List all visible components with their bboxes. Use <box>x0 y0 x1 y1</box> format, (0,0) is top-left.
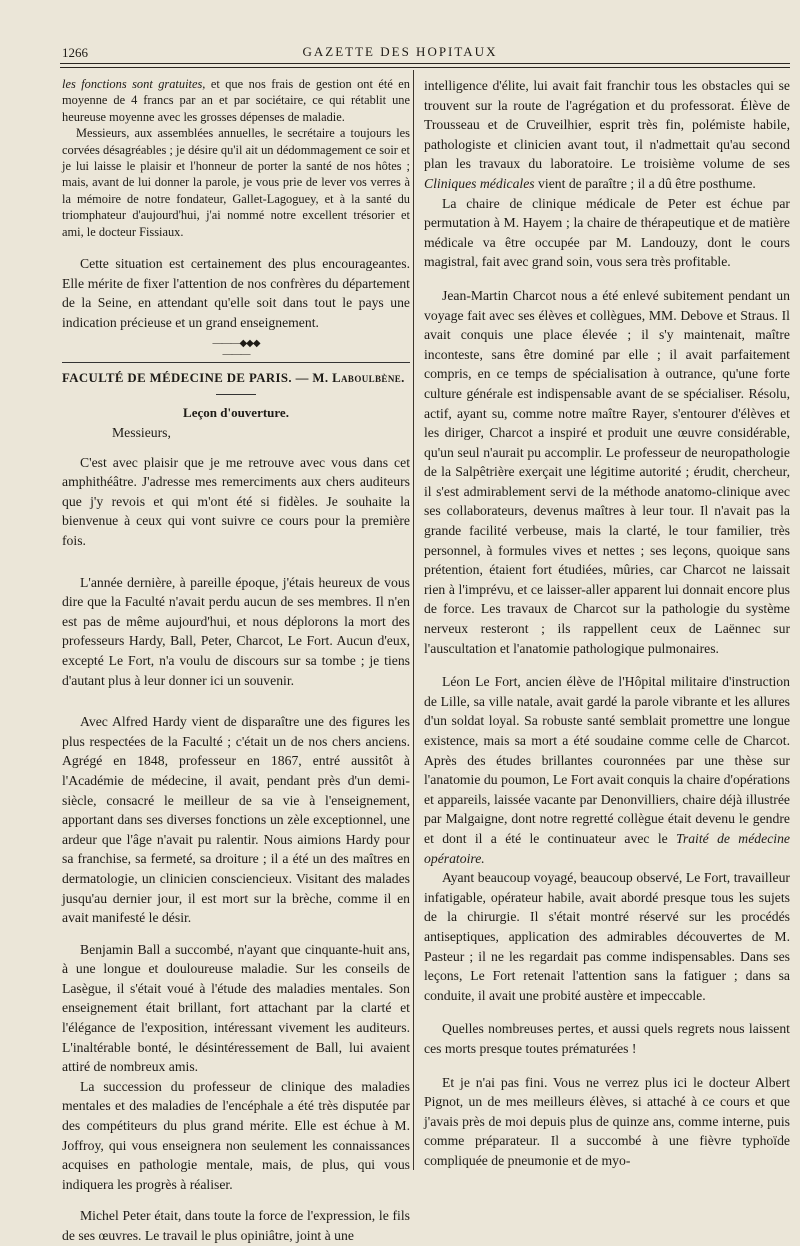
header-rule-top <box>60 63 790 64</box>
paragraph <box>424 76 790 194</box>
intro-paragraph-2: Messieurs, aux assemblées annuelles, le secrétaire a toujours les corvées désagréables ; je désire qu'il ait un dédommagement ce soir et je lui laisse le plaisir et l'honneur de porter la santé de nos hôtes ; mais, avant de lui donner la parole, je vous prie de lever vos verres à la mémoire de notre fondateur, Gallet-Lagoguey, et à la santé du triomphateur d'aujourd'hui, j'ai nommé notre excellent trésorier et ami, le docteur Fissiaux. <box>62 126 410 239</box>
book-title: Cliniques médicales <box>424 175 535 191</box>
paragraph-text: vient de paraître ; il a dû être posthume. <box>534 175 756 191</box>
intro-paragraph-1 <box>62 76 410 125</box>
faculty-author: Laboulbène. <box>332 371 405 386</box>
paragraph-text: intelligence d'élite, lui avait fait franchir tous les obstacles qui se trouvent sur la route de l'agrégation et du professorat. Élève de Trousseau et de Cruveilhier, esprit très fin, polémiste habile, pathologiste et clinicien avant tout, il n'admettait qu'au second plan les travaux du laboratoire. Le troisième volume de ses <box>424 78 790 172</box>
salutation: Messieurs, <box>112 425 171 441</box>
left-column <box>62 76 410 1246</box>
paragraph: L'année dernière, à pareille époque, j'étais heureux de vous dire que la Faculté n'avait perdu aucun de ses membres. Il n'en est pas de même aujourd'hui, et nous déplorons la mort des professeurs Hardy, Ball, Peter, Charcot, Le Fort. Aucun d'eux, excepté Le Fort, n'a voulu de discours sur sa tombe ; je tiens d'autant plus à leur donner ici un souvenir. <box>62 574 410 688</box>
intro-italic-phrase: les fonctions sont gratuites, <box>62 77 206 91</box>
right-column <box>424 76 790 1170</box>
paragraph: C'est avec plaisir que je me retrouve avec vous dans cet amphithéâtre. J'adresse mes remerciments aux chers auditeurs que j'y revois et qui m'ont été si fidèles. Je souhaite la bienvenue à ceux qui vont suivre ce cours pour la première fois. <box>62 454 410 548</box>
paragraph: Et je n'ai pas fini. Vous ne verrez plus ici le docteur Albert Pignot, un de mes meilleurs élèves, si attaché à ce cours et que j'avais près de moi depuis plus de quinze ans, comme interne, puis comme préparateur. Il a succombé à une fièvre typhoïde compliquée de pneumonie et de myo- <box>424 1074 790 1168</box>
paragraph: Avec Alfred Hardy vient de disparaître une des figures les plus respectées de la Faculté ; c'était un de nos chers anciens. Agrégé en 1848, professeur en 1867, entré aussitôt à l'Académie de médecine, il avait, pendant près d'un demi-siècle, consacré le meilleur de sa vie à l'enseignement, apportant dans ses diverses fonctions un zèle exceptionnel, une ardeur que l'âge n'avait pu ralentir. Nous aimions Hardy pour sa franchise, sa fermeté, sa droiture ; il a été un des maîtres en dermatologie, un clinicien consciencieux. Visitant des malades jusqu'au dernier jour, il est mort sur la brèche, comme il en avait manifesté le désir. <box>62 714 410 926</box>
faculty-heading <box>62 371 410 386</box>
column-divider <box>413 70 414 1170</box>
paragraph-text: Léon Le Fort, ancien élève de l'Hôpital militaire d'instruction de Lille, sa ville natale, avait gardé la parole vibrante et les allures d'un soldat loyal. Sa robuste santé semblait promettre une longue existence, mais sa mort a été soudaine comme celle de Charcot. Après des études brillantes couronnées par une thèse sur l'anatomie du poumon, Le Fort avait conquis la chaire d'opérations et appareils, laissée vacante par Denonvilliers, chaire déjà illustrée par Malgaigne, dont notre regretté collègue était devenu le gendre et dont il a été le continuateur avec le <box>424 674 790 846</box>
ornament-divider: ———◆◆◆——— <box>212 338 260 361</box>
paragraph: Jean-Martin Charcot nous a été enlevé subitement pendant un voyage fait avec ses élèves et collègues, MM. Debove et Straus. Il avait conquis une place élevée ; il s'y maintenait, maître inconteste, sans être dominé par elle ; il avait parfaitement compris, en ce temps de spécialisation à outrance, qu'une forte culture générale est indispensable avant de se spécialiser. Résolu, actif, ayant su, comme notre maître Rayer, s'entourer d'élèves et les diriger, Charcot a inspiré et produit une œuvre considérable, qu'un seul n'aurait pu accomplir. Le professeur de neuropathologie de la Salpêtrière exerçait une légitime autorité ; érudit, chercheur, il s'est admirablement servi de la méthode anatomo-clinique avec ses collaborateurs, devenus maîtres à leur tour. Il n'avait pas la grande facilité verbeuse, mais la clarté, le tour familier, très personnel, à formules vives et nettes ; ses leçons, quoique sans prétention, étaient fort étudiées, mûries, car Charcot ne laissait rien à l'imprévu, et ce laisser-aller apparent lui donnait encore plus de force. Les travaux de Charcot sur la pathologie du système nerveux resteront ; ils rappellent ceux de Laënnec sur l'auscultation et l'anatomie pathologique pulmonaires. <box>424 287 790 656</box>
running-title: GAZETTE DES HOPITAUX <box>302 44 498 59</box>
paragraph: La chaire de clinique médicale de Peter est échue par permutation à M. Hayem ; la chaire de thérapeutique et de matière médicale va être occupée par M. Landouzy, dont le cours magistral, fait avec grand soin, vous sera très profitable. <box>424 195 790 270</box>
faculty-heading-text: FACULTÉ DE MÉDECINE DE PARIS. — M. <box>62 371 333 386</box>
header-rule-bottom <box>60 67 790 68</box>
paragraph: Michel Peter était, dans toute la force de l'expression, le fils de ses œuvres. Le travail le plus opiniâtre, joint à une <box>62 1208 410 1243</box>
paragraph <box>424 672 790 868</box>
lecture-title: Leçon d'ouverture. <box>183 405 289 421</box>
paragraph: Quelles nombreuses pertes, et aussi quels regrets nous laissent ces morts presque toutes prématurées ! <box>424 1021 790 1056</box>
paragraph: Ayant beaucoup voyagé, beaucoup observé, Le Fort, travailleur infatigable, opérateur habile, avait abordé presque tous les sujets de la chirurgie. Il s'était montré réservé sur les procédés antiseptiques, application des admirables découvertes de M. Pasteur ; il ne les regardait pas comme indispensables. Dans ses leçons, Le Fort retenait l'attention sans la fatiguer ; dans sa conduite, il avait une probité austère et impeccable. <box>424 870 790 1003</box>
intro-text: et que nos frais de gestion ont été en moyenne de 4 francs par an et par sociétaire, ce qui rétablit une heureuse moyenne avec les grosses dépenses de maladie. <box>62 77 410 124</box>
paragraph: Benjamin Ball a succombé, n'ayant que cinquante-huit ans, à une longue et douloureuse maladie. Sur les conseils de Lasègue, il s'était voué à l'étude des maladies mentales. Son enseignement était brillant, fort attachant par la clarté et l'élégance de l'exposition, intéressant vivement les auditeurs. L'inaltérable bonté, le désintéressement de Ball, lui avaient attiré de nombreux amis. <box>62 941 410 1075</box>
paragraph: La succession du professeur de clinique des maladies mentales et des maladies de l'encéphale a été très disputée par des compétiteurs du plus grand mérite. Elle est échue à M. Joffroy, qui vous enseignera non seulement les connaissances acquises en pathologie mentale, mais, de plus, qui vous indiquera les progrès à réaliser. <box>62 1078 410 1192</box>
book-title: Traité de médecine opératoire. <box>424 830 790 866</box>
situation-paragraph: Cette situation est certainement des plus encourageantes. Elle mérite de fixer l'attention de nos confrères du département de la Seine, en attendant qu'elle soit dans tout le pays une indication précieuse et un grand enseignement. <box>62 256 410 330</box>
page-number: 1266 <box>62 45 88 60</box>
